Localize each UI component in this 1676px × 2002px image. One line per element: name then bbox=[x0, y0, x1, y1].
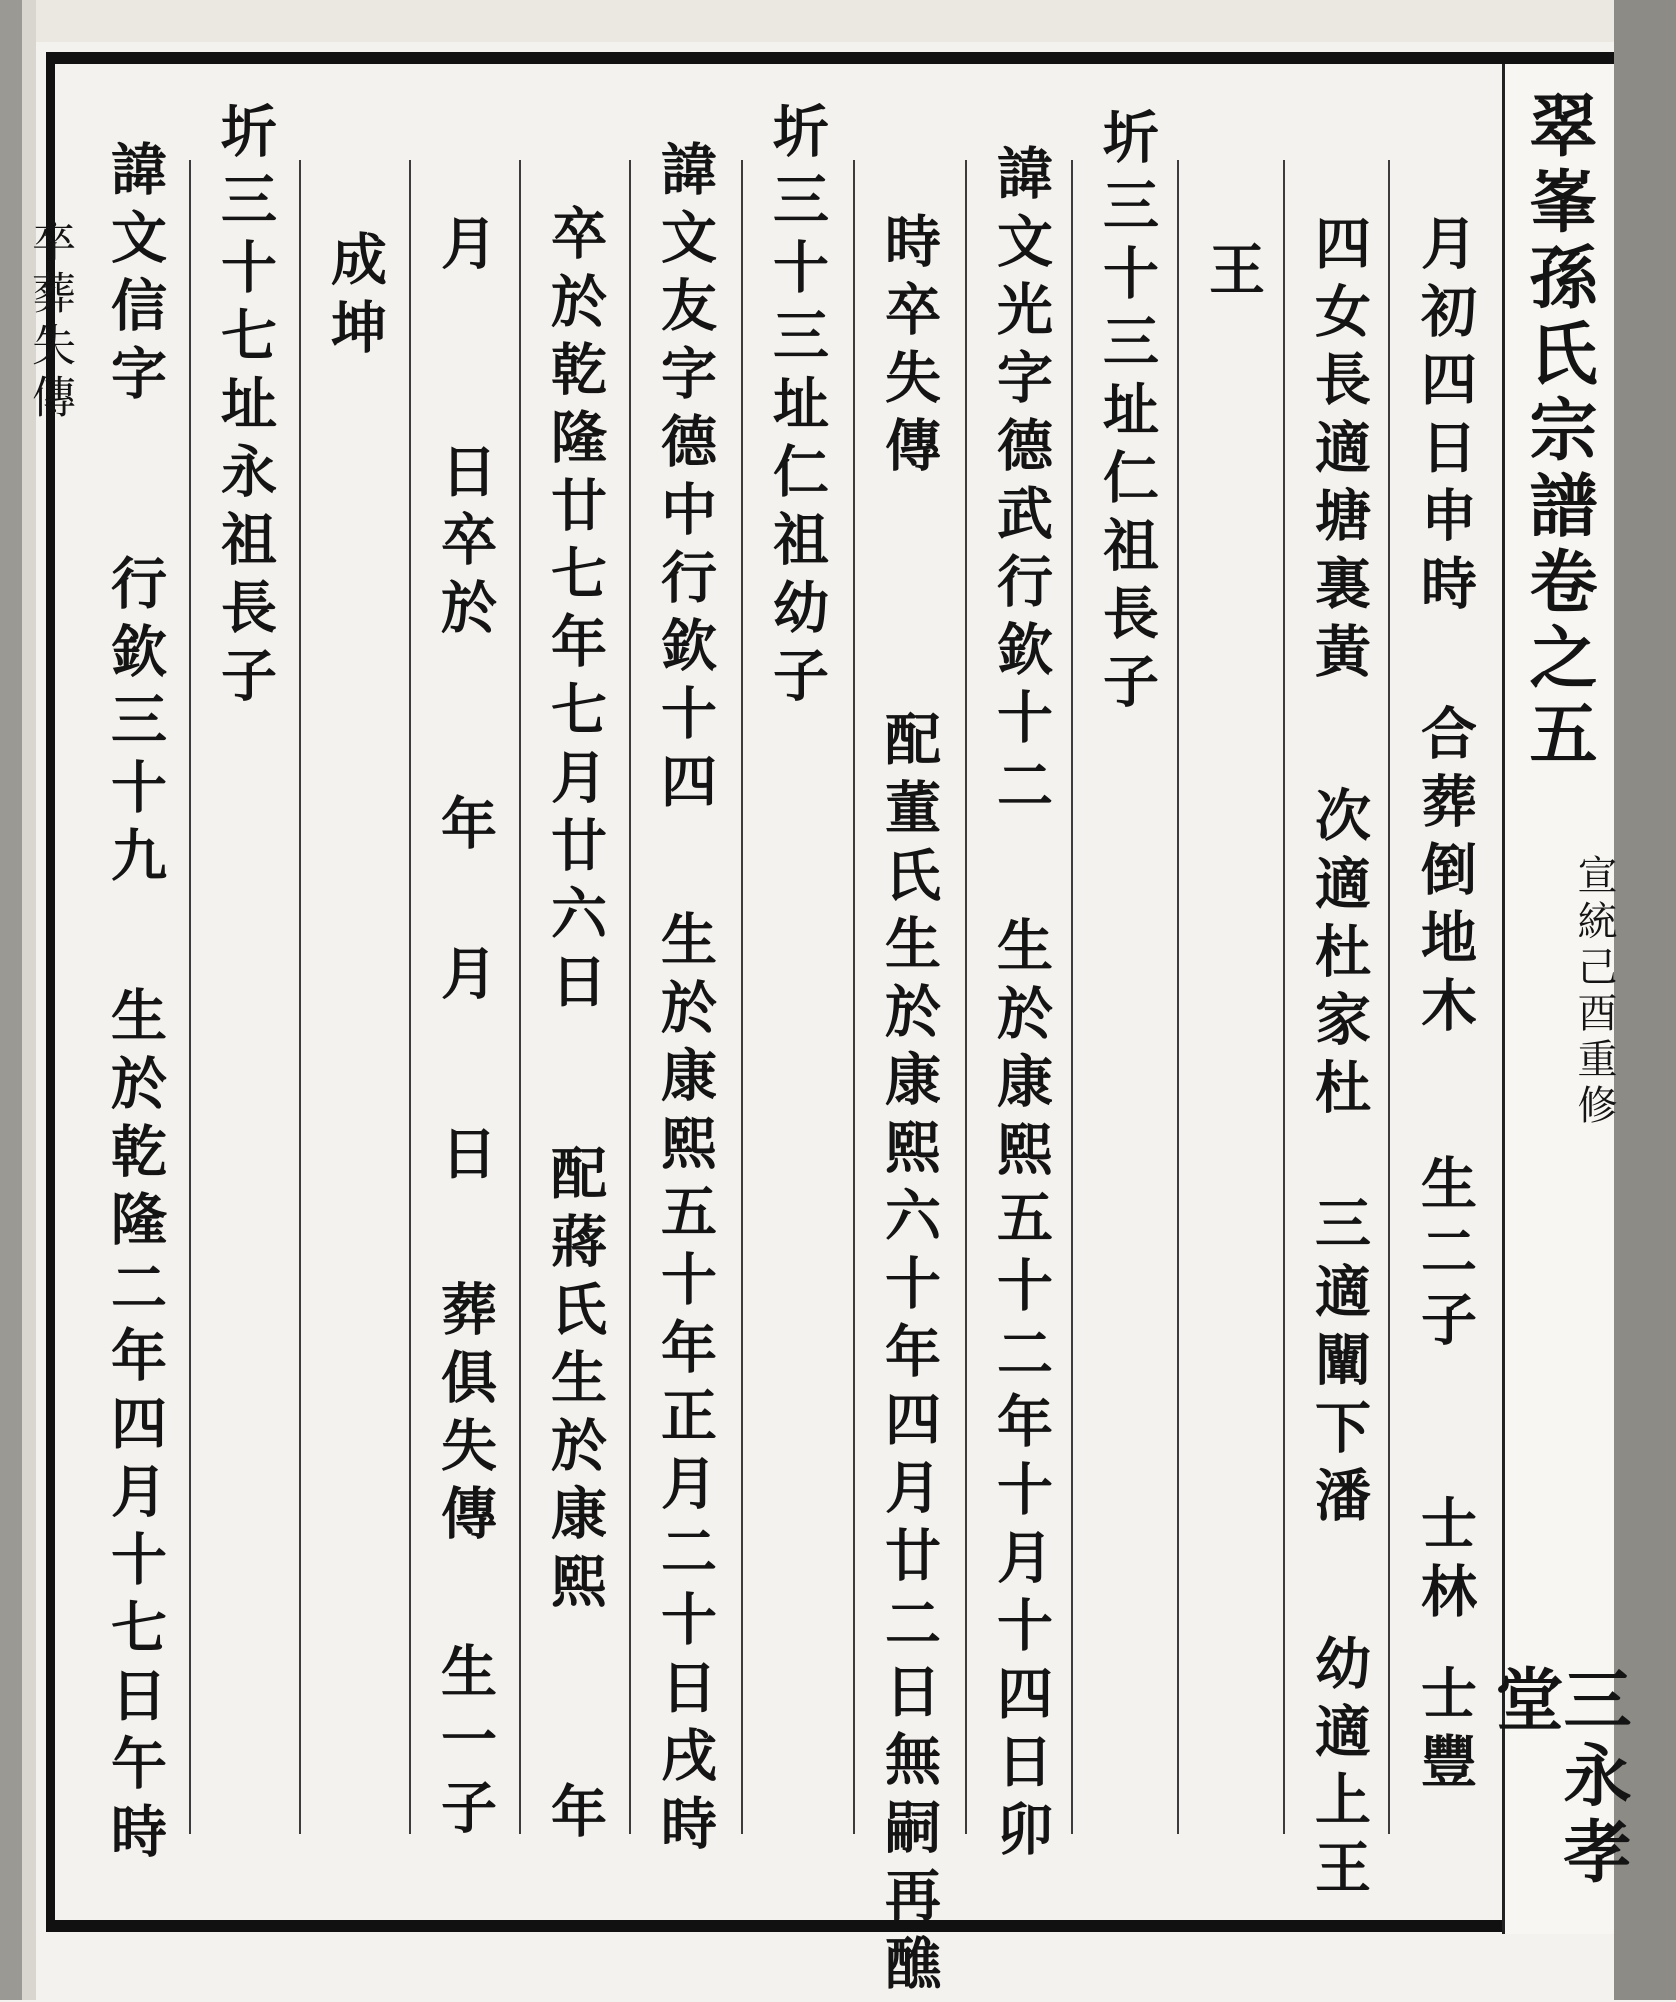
title-divider bbox=[1502, 64, 1505, 1934]
text-segment: 成坤 bbox=[322, 230, 388, 366]
text-segment: 圻三十七址永祖長子 bbox=[212, 102, 278, 714]
text-segment: 配蔣氏生於康熙 bbox=[542, 1144, 608, 1620]
text-segment: 生一子 bbox=[432, 1642, 498, 1846]
text-column-6 bbox=[859, 64, 959, 2002]
text-segment: 次適杜家杜 bbox=[1306, 786, 1372, 1126]
title-block bbox=[1484, 64, 1632, 1934]
text-segment: 諱文友字德中行欽十四 bbox=[652, 140, 718, 820]
text-segment: 時卒失傳 bbox=[876, 212, 942, 484]
text-segment: 配董氏生於康熙六十年四月廿二日無嗣再醮 bbox=[876, 710, 942, 2002]
text-segment: 諱文光字德武行欽十二 bbox=[988, 144, 1054, 824]
text-segment: 年 bbox=[432, 794, 498, 862]
text-column-2 bbox=[1289, 64, 1389, 1920]
edition-note: 宣統己酉重修 bbox=[1571, 854, 1617, 1130]
book-title-text: 翠峯孫氏宗譜 bbox=[1518, 90, 1598, 546]
column-rule bbox=[741, 160, 743, 1834]
column-rule bbox=[1283, 160, 1285, 1834]
text-column-14 bbox=[0, 64, 99, 1920]
page-top-margin bbox=[0, 0, 1676, 42]
text-column-11 bbox=[305, 64, 405, 1920]
text-segment: 月初四日申時 bbox=[1412, 214, 1478, 622]
text-segment: 幼適上王 bbox=[1306, 1634, 1372, 1906]
text-segment: 日 bbox=[432, 1124, 498, 1192]
text-column-10 bbox=[415, 64, 515, 1920]
text-column-4 bbox=[1077, 64, 1177, 1920]
text-column-5 bbox=[971, 64, 1071, 1920]
text-segment: 年 bbox=[542, 1782, 608, 1850]
column-rule bbox=[299, 160, 301, 1834]
column-rule bbox=[409, 160, 411, 1834]
hall-name: 三永孝堂 bbox=[1484, 1664, 1632, 1892]
text-segment: 月 bbox=[432, 214, 498, 282]
text-segment: 圻三十三址仁祖幼子 bbox=[764, 102, 830, 714]
text-segment: 生於乾隆二年四月十七日午時 bbox=[102, 986, 168, 1870]
text-segment: 卒於乾隆廿七年七月廿六日 bbox=[542, 204, 608, 1020]
text-segment: 四女長適塘裏黃 bbox=[1306, 214, 1372, 690]
text-segment: 士林 bbox=[1412, 1494, 1478, 1630]
text-segment: 生於康熙五十二年十月十四日卯 bbox=[988, 916, 1054, 1868]
text-segment: 王 bbox=[1200, 240, 1266, 308]
text-column-12 bbox=[195, 64, 295, 1920]
text-segment: 生於康熙五十年正月二十日戌時 bbox=[652, 910, 718, 1862]
column-rule bbox=[1071, 160, 1073, 1834]
text-column-3 bbox=[1183, 64, 1283, 1920]
text-segment: 月 bbox=[432, 944, 498, 1012]
column-rule bbox=[519, 160, 521, 1834]
text-column-13 bbox=[85, 64, 185, 1920]
column-rule bbox=[965, 160, 967, 1834]
text-column-1 bbox=[1395, 64, 1495, 1920]
text-segment: 諱文信字 bbox=[102, 140, 168, 412]
volume-label: 卷之五 bbox=[1518, 546, 1598, 774]
text-segment: 日卒於 bbox=[432, 442, 498, 646]
text-column-8 bbox=[635, 64, 735, 1920]
text-segment: 卒葬失傳 bbox=[24, 218, 75, 426]
text-segment: 行欽三十九 bbox=[102, 554, 168, 894]
text-segment: 圻三十三址仁祖長子 bbox=[1094, 108, 1160, 720]
column-rule bbox=[629, 160, 631, 1834]
column-rule bbox=[1177, 160, 1179, 1834]
column-rule bbox=[853, 160, 855, 1834]
text-column-9 bbox=[525, 64, 625, 1920]
column-rule bbox=[189, 160, 191, 1834]
text-segment: 合葬倒地木 bbox=[1412, 704, 1478, 1044]
book-title bbox=[1518, 90, 1598, 774]
text-segment: 生二子 bbox=[1412, 1154, 1478, 1358]
page-frame bbox=[24, 52, 1614, 2002]
text-segment: 葬俱失傳 bbox=[432, 1280, 498, 1552]
text-column-7 bbox=[747, 64, 847, 1920]
text-segment: 士豐 bbox=[1412, 1664, 1478, 1800]
text-segment: 三適闡下潘 bbox=[1306, 1194, 1372, 1534]
